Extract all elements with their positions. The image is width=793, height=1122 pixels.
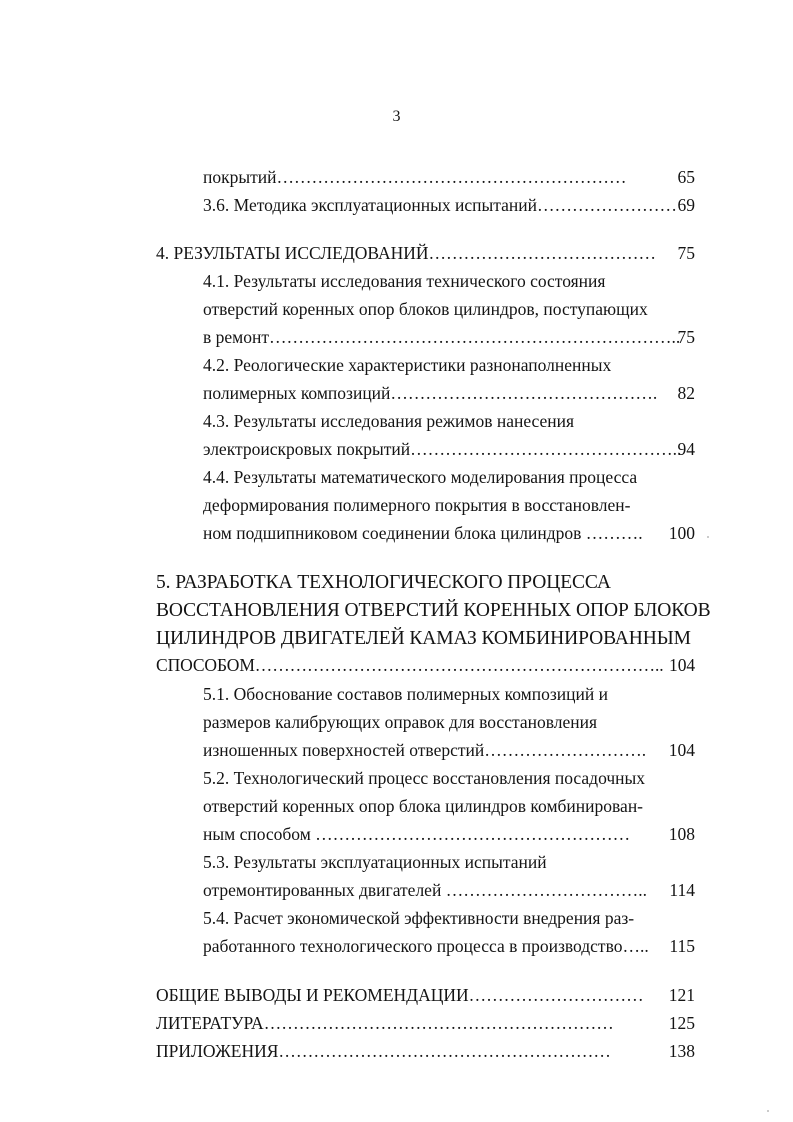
toc-appendices — [156, 1038, 695, 1064]
toc-page-number: 121 — [668, 985, 695, 1005]
toc-entry-4-1-line2 — [203, 296, 695, 322]
toc-entry-3-5-cont — [203, 164, 695, 190]
toc-page-number: 75 — [677, 243, 695, 263]
toc-entry-text: 5.2. Технологический процесс восстановления посадочных — [203, 768, 646, 788]
toc-entry-text: отверстий коренных опор блока цилиндров комбинирован- — [203, 796, 644, 816]
toc-entry-text: 4.3. Результаты исследования режимов нанесения — [203, 411, 575, 431]
toc-entry-4-4-line3 — [203, 520, 695, 546]
toc-page-number: 125 — [668, 1013, 695, 1033]
toc-entry-text: ЦИЛИНДРОВ ДВИГАТЕЛЕЙ КАМАЗ КОМБИНИРОВАННЫМ — [156, 628, 691, 649]
toc-entry-text: СПОСОБОМ…………………………………………………………….. — [156, 655, 664, 675]
toc-entry-5-2-line2 — [203, 793, 695, 819]
toc-entry-text: ным способом ……………………………………………… — [203, 824, 631, 844]
toc-entry-5-2-line1 — [203, 765, 695, 791]
toc-entry-4-1-line3 — [203, 324, 695, 350]
toc-entry-text: отремонтированных двигателей …………………………….. — [203, 880, 647, 900]
toc-entry-5-1-line2 — [203, 709, 695, 735]
toc-entry-5-3-line1 — [203, 849, 695, 875]
toc-entry-text: изношенных поверхностей отверстий………………………. — [203, 740, 647, 760]
page-number: 3 — [392, 108, 401, 125]
toc-page-number: 100 — [668, 523, 695, 543]
toc-entry-3-6 — [203, 192, 695, 218]
toc-chapter-5-line2 — [156, 598, 711, 624]
toc-entry-4-2-line2 — [203, 380, 695, 406]
toc-page-number: 114 — [669, 880, 695, 900]
toc-page-number: 115 — [669, 936, 695, 956]
toc-page-number: 82 — [677, 383, 695, 403]
toc-chapter-5-line3 — [156, 626, 695, 652]
toc-entry-text: размеров калибрующих оправок для восстановления — [203, 712, 598, 732]
toc-entry-text: 5.1. Обоснование составов полимерных композиций и — [203, 684, 608, 704]
toc-page-number: 65 — [677, 167, 695, 187]
toc-entry-text: ном подшипниковом соединении блока цилиндров ………. — [203, 523, 643, 543]
toc-entry-5-2-line3 — [203, 821, 695, 847]
toc-entry-text: 5.3. Результаты эксплуатационных испытаний — [203, 852, 547, 872]
toc-page-number: 104 — [668, 740, 695, 760]
toc-page-number: 104 — [669, 655, 695, 675]
toc-entry-text: ПРИЛОЖЕНИЯ………………………………………………… — [156, 1041, 611, 1061]
toc-entry-5-1-line3 — [203, 737, 695, 763]
scan-speck — [767, 1110, 769, 1112]
toc-entry-5-4-line1 — [203, 905, 695, 931]
toc-entry-text: 5.4. Расчет экономической эффективности внедрения раз- — [203, 908, 635, 928]
toc-entry-5-1-line1 — [203, 681, 695, 707]
toc-entry-text: деформирования полимерного покрытия в восстановлен- — [203, 495, 631, 515]
toc-entry-text: 4.4. Результаты математического моделирования процесса — [203, 467, 638, 487]
toc-entry-text: покрытий…………………………………………………… — [203, 167, 627, 187]
toc-entry-4-4-line2 — [203, 492, 695, 518]
toc-entry-text: в ремонт…………………………………………………………….. — [203, 327, 681, 347]
toc-entry-text: ОБЩИЕ ВЫВОДЫ И РЕКОМЕНДАЦИИ………………………… — [156, 985, 644, 1005]
toc-entry-4-1-line1 — [203, 268, 695, 294]
toc-entry-text: 3.6. Методика эксплуатационных испытаний…………………… — [203, 195, 678, 215]
toc-page-number: 108 — [668, 824, 695, 844]
toc-entry-4-3-line1 — [203, 408, 695, 434]
toc-entry-text: отверстий коренных опор блоков цилиндров, поступающих — [203, 299, 648, 319]
toc-entry-text: ЛИТЕРАТУРА…………………………………………………… — [156, 1013, 614, 1033]
toc-entry-4-2-line1 — [203, 352, 695, 378]
toc-page-number: 69 — [677, 195, 695, 215]
toc-chapter-4 — [156, 240, 695, 266]
toc-entry-text: ВОССТАНОВЛЕНИЯ ОТВЕРСТИЙ КОРЕННЫХ ОПОР БЛОКОВ — [156, 600, 711, 621]
toc-entry-5-3-line2 — [203, 877, 695, 903]
toc-chapter-5-line4 — [156, 652, 695, 678]
toc-entry-text: 5. РАЗРАБОТКА ТЕХНОЛОГИЧЕСКОГО ПРОЦЕССА — [156, 572, 611, 593]
toc-page-number: 75 — [677, 327, 695, 347]
toc-entry-text: 4. РЕЗУЛЬТАТЫ ИССЛЕДОВАНИЙ………………………………… — [156, 243, 657, 263]
toc-entry-4-4-line1 — [203, 464, 695, 490]
toc-entry-4-3-line2 — [203, 436, 695, 462]
toc-entry-text: 4.1. Результаты исследования технического состояния — [203, 271, 606, 291]
toc-entry-text: 4.2. Реологические характеристики разнонаполненных — [203, 355, 612, 375]
toc-entry-text: электроискровых покрытий……………………………………….. — [203, 439, 682, 459]
toc-references — [156, 1010, 695, 1036]
toc-entry-5-4-line2 — [203, 933, 695, 959]
toc-page-number: 94 — [677, 439, 695, 459]
toc-entry-text: полимерных композиций………………………………………. — [203, 383, 658, 403]
toc-conclusions — [156, 982, 695, 1008]
toc-chapter-5-line1 — [156, 570, 695, 596]
toc-entry-text: работанного технологического процесса в производство….. — [203, 936, 649, 956]
toc-page-number: 138 — [668, 1041, 695, 1061]
scan-speck — [707, 536, 709, 538]
